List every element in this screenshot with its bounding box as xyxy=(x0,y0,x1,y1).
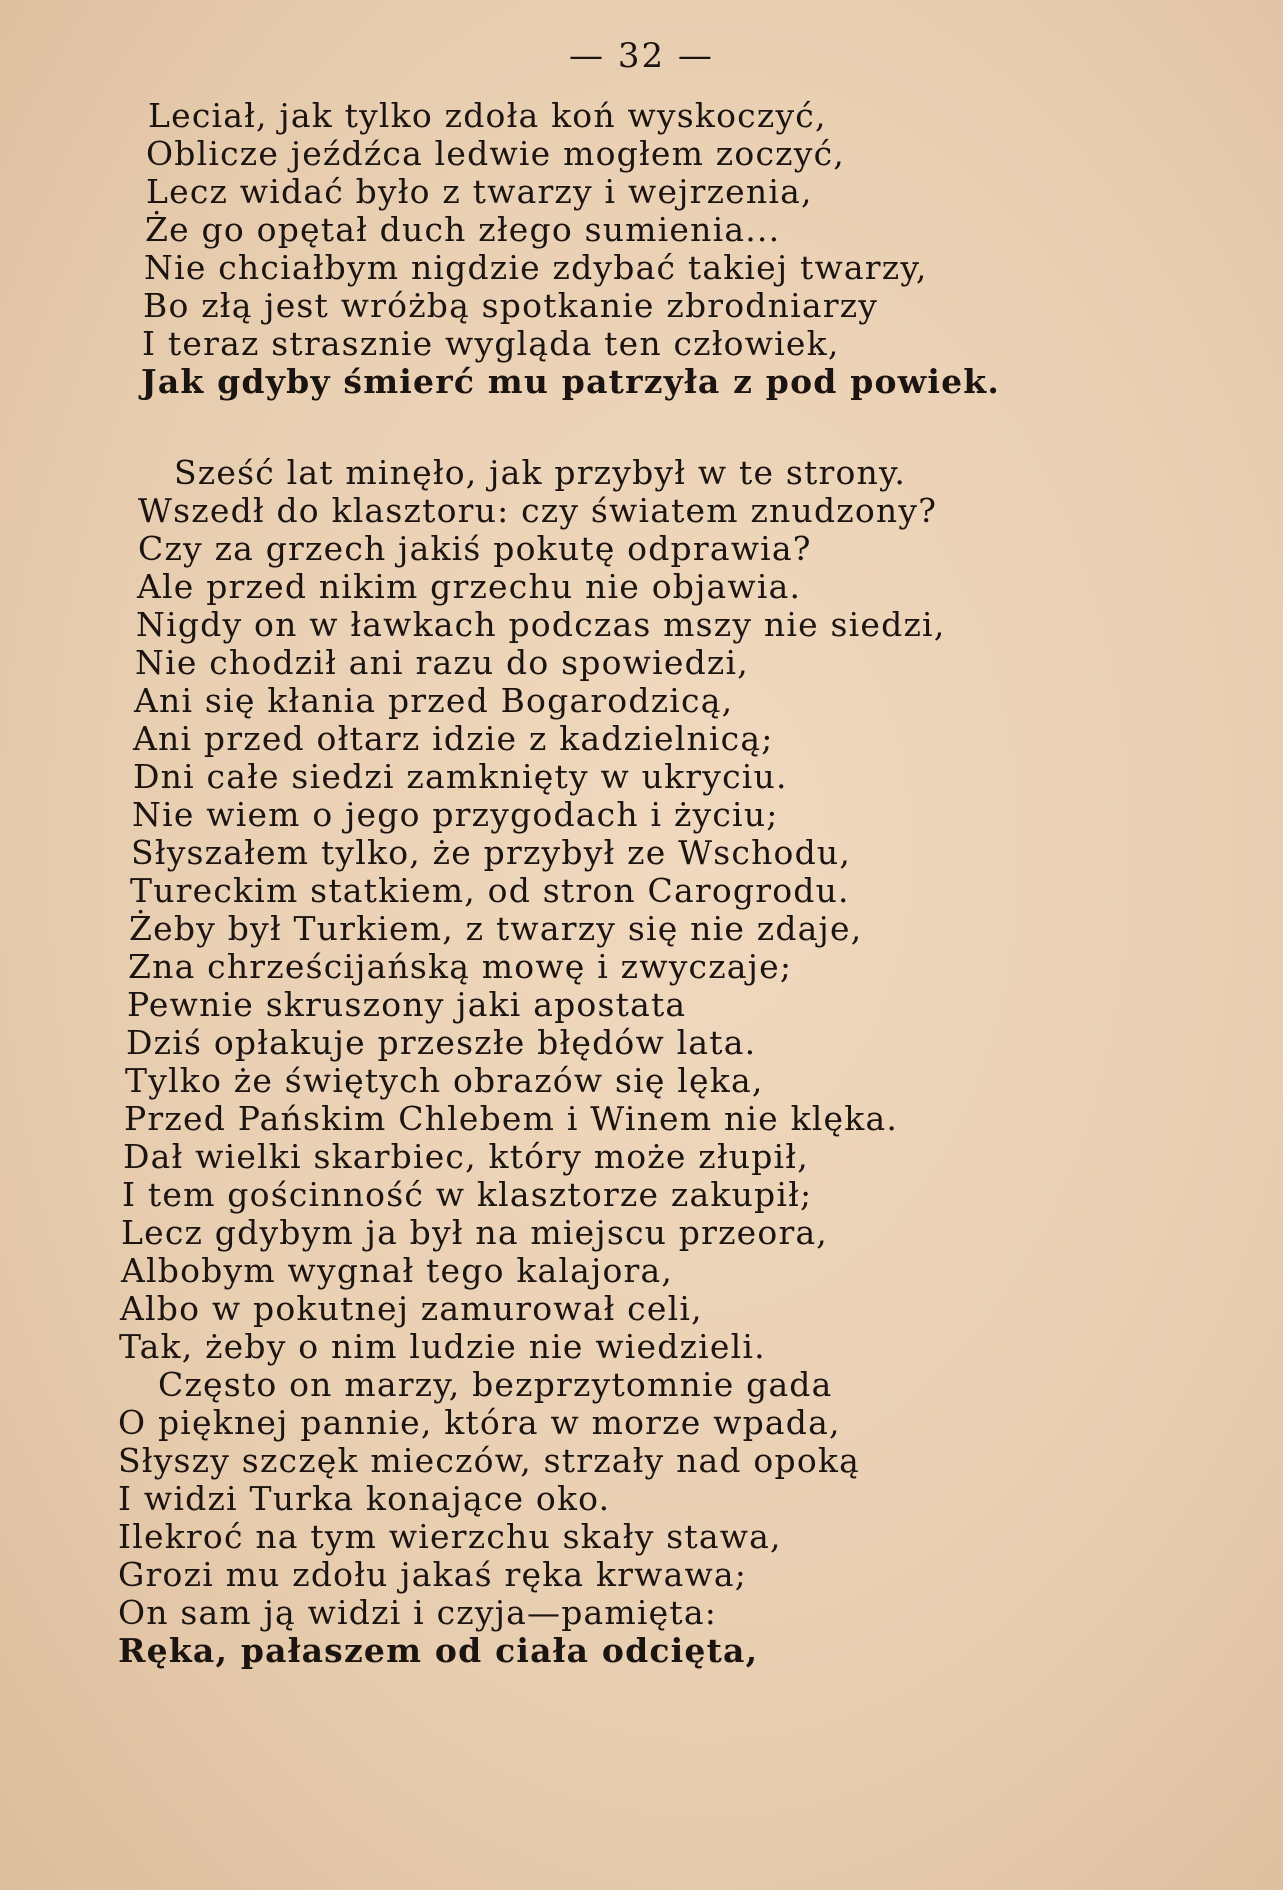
verse-line: Nigdy on w ławkach podczas mszy nie siedzi, xyxy=(136,605,946,644)
verse-line: Sześć lat minęło, jak przybył w te strony. xyxy=(174,453,907,492)
verse-line: Dał wielki skarbiec, który może złupił, xyxy=(123,1137,809,1176)
verse-line: Nie chodził ani razu do spowiedzi, xyxy=(135,643,749,682)
verse-line: Ani się kłania przed Bogarodzicą, xyxy=(134,681,734,720)
verse-line: I tem gościnność w klasztorze zakupił; xyxy=(122,1175,813,1214)
verse-line: Nie wiem o jego przygodach i życiu; xyxy=(132,795,779,834)
verse-line: Lecz widać było z twarzy i wejrzenia, xyxy=(146,172,813,211)
verse-line: Ale przed nikim grzechu nie objawia. xyxy=(137,567,802,606)
verse-line: Zna chrześcijańską mowę i zwyczaje; xyxy=(128,947,793,986)
verse-line: Czy za grzech jakiś pokutę odprawia? xyxy=(138,529,812,568)
verse-line: Przed Pańskim Chlebem i Winem nie klęka. xyxy=(124,1099,899,1138)
verse-line: I widzi Turka konające oko. xyxy=(118,1479,611,1518)
verse-line: Tak, żeby o nim ludzie nie wiedzieli. xyxy=(119,1327,766,1366)
verse-line: Często on marzy, bezprzytomnie gada xyxy=(158,1365,833,1404)
verse-line: Ręka, pałaszem od ciała odcięta, xyxy=(118,1631,759,1670)
verse-line: Słyszy szczęk mieczów, strzały nad opoką xyxy=(118,1441,860,1480)
verse-line: Bo złą jest wróżbą spotkanie zbrodniarzy xyxy=(143,286,879,325)
verse-line: Że go opętał duch złego sumienia... xyxy=(145,210,781,249)
verse-line: Oblicze jeźdźca ledwie mogłem zoczyć, xyxy=(146,134,845,173)
verse-line: Żeby był Turkiem, z twarzy się nie zdaje, xyxy=(129,909,863,948)
page-number: — 32 — xyxy=(569,36,714,76)
verse-line: Albobym wygnał tego kalajora, xyxy=(121,1251,674,1290)
verse-line: O pięknej pannie, która w morze wpada, xyxy=(118,1403,841,1442)
verse-line: On sam ją widzi i czyja—pamięta: xyxy=(118,1593,718,1632)
verse-line: Dni całe siedzi zamknięty w ukryciu. xyxy=(133,757,788,796)
verse-line: Ilekroć na tym wierzchu skały stawa, xyxy=(118,1517,782,1556)
verse-line: Dziś opłakuje przeszłe błędów lata. xyxy=(126,1023,757,1062)
verse-line: Lecz gdybym ja był na miejscu przeora, xyxy=(121,1213,829,1252)
verse-line: Nie chciałbym nigdzie zdybać takiej twarzy, xyxy=(144,248,928,287)
verse-line: Leciał, jak tylko zdoła koń wyskoczyć, xyxy=(148,96,827,135)
verse-line: Pewnie skruszony jaki apostata xyxy=(127,985,687,1024)
verse-line: Tureckim statkiem, od stron Carogrodu. xyxy=(130,871,850,910)
verse-line: Jak gdyby śmierć mu patrzyła z pod powiek. xyxy=(141,362,1001,401)
verse-line: Tylko że świętych obrazów się lęka, xyxy=(125,1061,764,1100)
verse-line: Słyszałem tylko, że przybył ze Wschodu, xyxy=(131,833,852,872)
verse-line: Albo w pokutnej zamurował celi, xyxy=(120,1289,703,1328)
verse-line: Ani przed ołtarz idzie z kadzielnicą; xyxy=(133,719,774,758)
verse-line: I teraz strasznie wygląda ten człowiek, xyxy=(142,324,840,363)
verse-line: Wszedł do klasztoru: czy światem znudzony? xyxy=(138,491,938,530)
verse-line: Grozi mu zdołu jakaś ręka krwawa; xyxy=(118,1555,748,1594)
